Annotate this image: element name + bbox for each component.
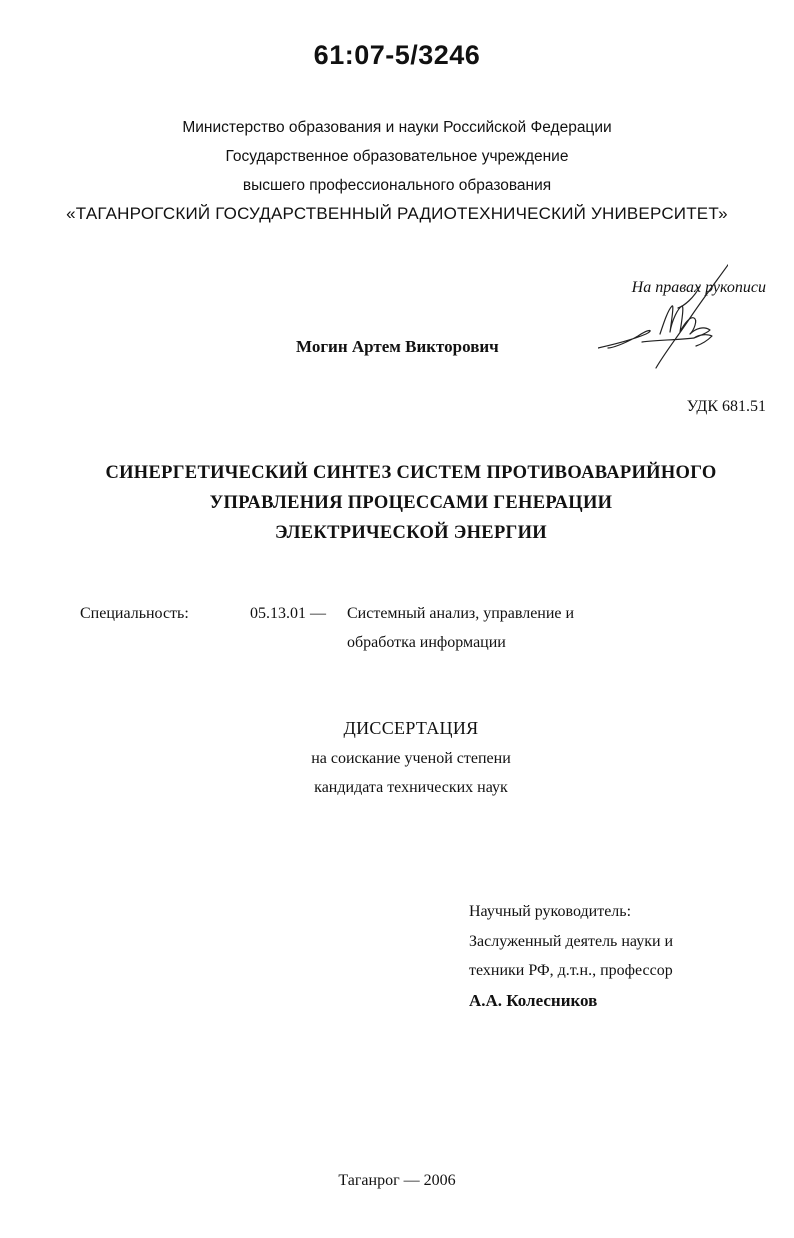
education-level-line: высшего профессионального образования [242, 177, 552, 194]
dissertation-title-line: ЭЛЕКТРИЧЕСКОЙ ЭНЕРГИИ [274, 523, 547, 543]
advisor-label: Научный руководитель: [469, 903, 632, 920]
author-name: Могин Артем Викторович [296, 337, 499, 356]
dissertation-title-line: СИНЕРГЕТИЧЕСКИЙ СИНТЕЗ СИСТЕМ ПРОТИВОАВАРИЙНОГО [105, 463, 717, 483]
archive-number: 61:07-5/3246 [313, 40, 481, 70]
degree-line: на соискание ученой степени [311, 750, 511, 767]
institution-type-line: Государственное образовательное учреждение [225, 148, 569, 165]
ministry-line: Министерство образования и науки Российской Федерации [182, 119, 612, 136]
advisor-name: А.А. Колесников [469, 991, 598, 1010]
signature-icon [598, 236, 728, 370]
dissertation-title-line: УПРАВЛЕНИЯ ПРОЦЕССАМИ ГЕНЕРАЦИИ [209, 493, 613, 513]
advisor-title: Заслуженный деятель науки и [469, 933, 674, 950]
specialty-name: Системный анализ, управление и [347, 605, 575, 622]
place-year: Таганрог — 2006 [338, 1172, 456, 1189]
university-name: «ТАГАНРОГСКИЙ ГОСУДАРСТВЕННЫЙ РАДИОТЕХНИЧЕСКИЙ УНИВЕРСИТЕТ» [66, 204, 728, 223]
udk-code: УДК 681.51 [686, 398, 766, 415]
specialty-code: 05.13.01 — [250, 605, 326, 622]
specialty-name-continued: обработка информации [347, 634, 506, 651]
work-type: ДИССЕРТАЦИЯ [343, 718, 479, 738]
advisor-title-continued: техники РФ, д.т.н., профессор [469, 962, 673, 979]
specialty-label: Специальность: [80, 605, 189, 622]
degree-line: кандидата технических наук [314, 779, 508, 796]
manuscript-note: На правах рукописи [631, 279, 766, 296]
